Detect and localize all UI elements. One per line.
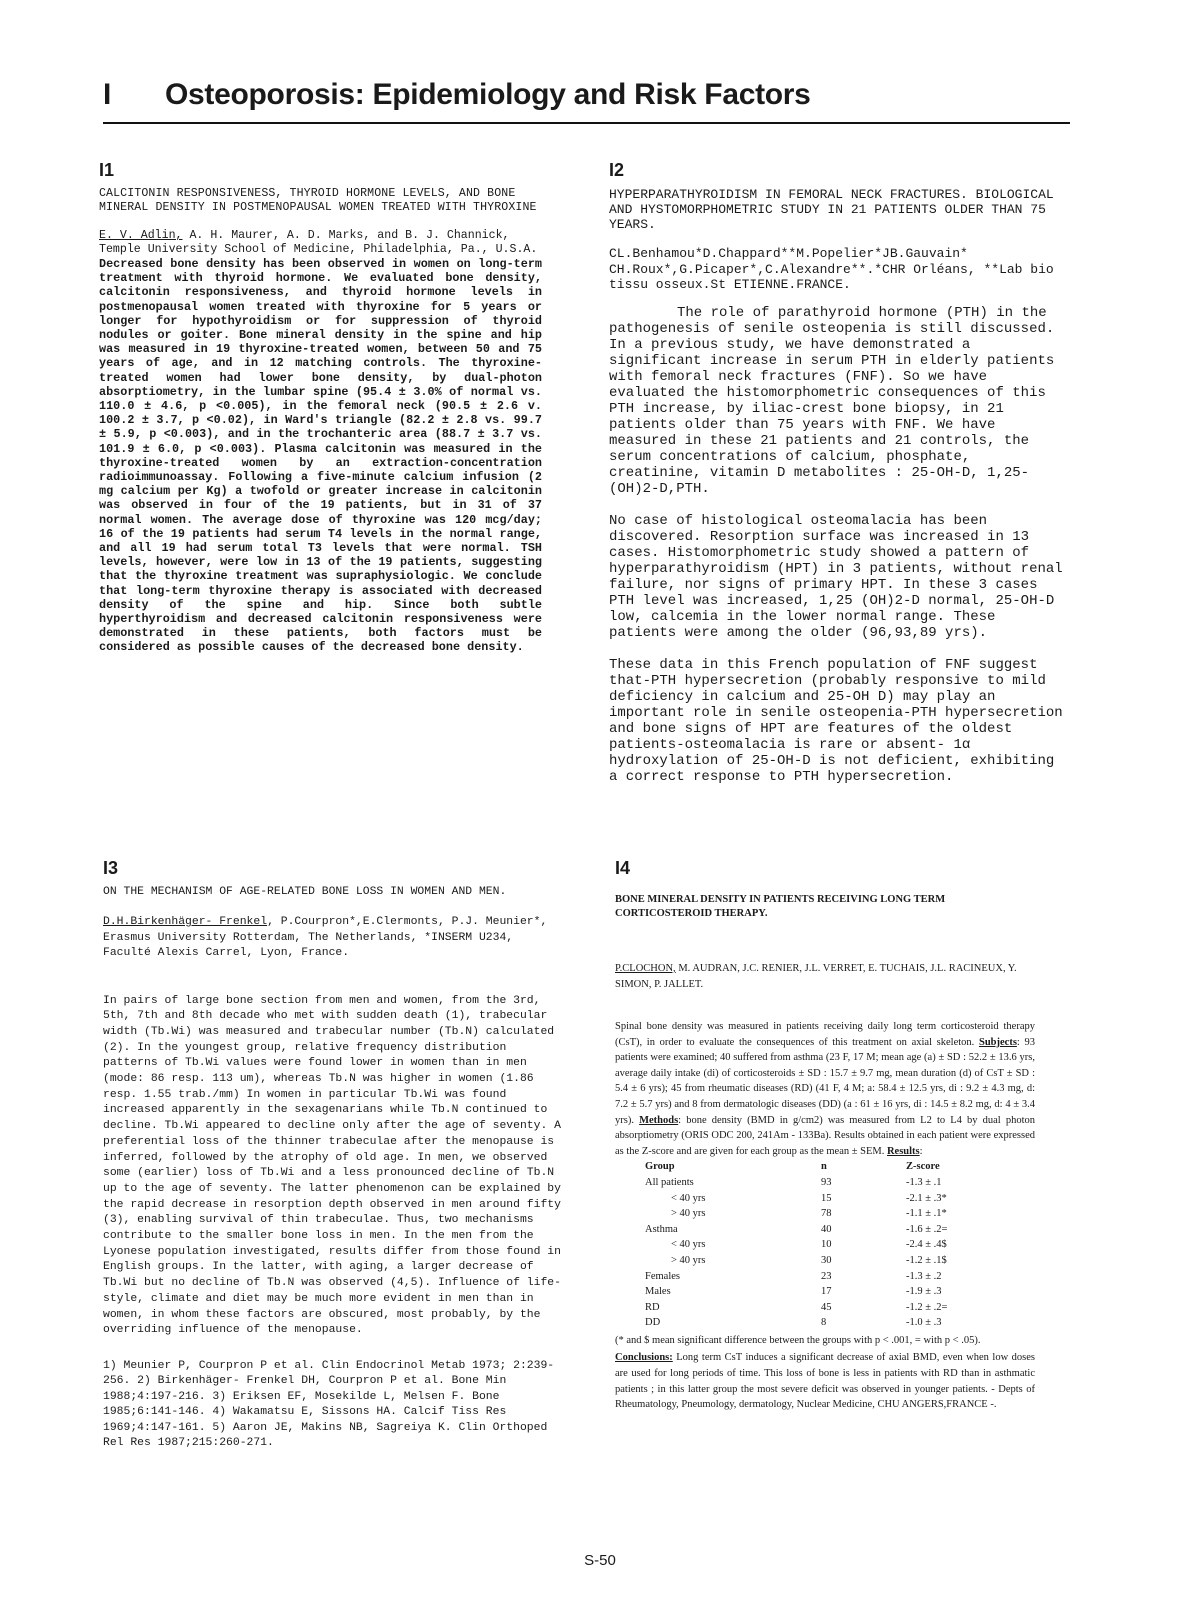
conclusions-text: Long term CsT induces a significant decrease of axial BMD, even when low doses are used for long periods of time. This loss of bone is less in patients with RD than in asthmatic patients ; in this latter group the most severe deficit was observed in younger patients. - Depts of Rheumatology, Pneumology, dermatology, Nuclear Medicine, CHU ANGERS,FRANCE -. [615, 1352, 1035, 1411]
table-header-row [645, 1159, 996, 1175]
row-n-cell: 8 [821, 1317, 827, 1329]
abstract-i4 [615, 858, 1035, 1413]
table-row [645, 1315, 996, 1331]
first-author: E. V. Adlin, [99, 229, 183, 242]
abstract-title: BONE MINERAL DENSITY IN PATIENTS RECEIVING LONG TERM CORTICOSTEROID THERAPY. [615, 894, 946, 919]
conclusions-label: Conclusions: [615, 1352, 673, 1364]
row-zscore-cell: -1.3 ± .1 [906, 1176, 942, 1188]
table-note: (* and $ mean significant difference between the groups with p < .001, = with p < .05). [615, 1334, 981, 1346]
row-n-cell: 23 [821, 1270, 832, 1282]
subjects-label: Subjects [978, 1036, 1017, 1048]
abstract-authors [103, 915, 565, 962]
abstract-i1 [99, 160, 542, 655]
first-author: P.CLOCHON, [615, 963, 676, 974]
authors-rest: M. AUDRAN, J.C. RENIER, J.L. VERRET, E. TUCHAIS, J.L. RACINEUX, Y. SIMON, P. JALLET. [615, 963, 1017, 990]
abstract-conclusions [615, 1350, 1035, 1412]
row-group-cell: All patients [645, 1176, 694, 1188]
row-zscore-cell: -1.2 ± .2= [906, 1301, 948, 1313]
row-group-cell: RD [645, 1301, 660, 1313]
abstract-title: CALCITONIN RESPONSIVENESS, THYROID HORMONE LEVELS, AND BONE MINERAL DENSITY IN POSTMENOPAUSAL WOMEN TREATED WITH THYROXINE [99, 187, 537, 214]
table-body [645, 1175, 996, 1331]
column-header-n: n [821, 1161, 827, 1173]
row-zscore-cell: -1.1 ± .1* [906, 1208, 947, 1220]
results-label: Results [886, 1145, 920, 1157]
abstract-paragraph: The role of parathyroid hormone (PTH) in the pathogenesis of senile osteopenia is still discussed. In a previous study, we have demonstrated a significant increase in serum PTH in elderly patients with femoral neck fractures (FNF). So we have evaluated the histomorphometric consequences of this PTH increase, by iliac-crest bone biopsy, in 21 patients older than 75 years with FNF. We have measured in these 21 patients and 21 controls, the serum concentrations of calcium, phosphate, creatinine, vitamin D metabolites : 25-OH-D, 1,25-(OH)2-D,PTH. [609, 304, 1055, 497]
methods-label: Methods [639, 1114, 679, 1126]
subjects-text: : 93 patients were examined; 40 suffered from asthma (23 F, 17 M; mean age (a) ± SD : 52.2 ± 13.6 yrs, average daily intake (di) of corticosteroids ± SD : 15.7 ± 9.7 mg, mean duration (d) of CsT ± SD : 5.4 ± 6 yrs); 45 from rheumatic diseases (RD) (41 F, 4 M; a: 58.4 ± 12.5 yrs, di : 9.2 ± 4.3 mg, d: 7.2 ± 5.7 yrs) and 8 from dermatologic diseases (DD) (a : 61 ± 16 yrs, di : 14.5 ± 8.2 mg, d: 4 ± 3.4 yrs). [615, 1036, 1035, 1126]
authors-rest: A. H. Maurer, A. D. Marks, and B. J. Channick, Temple University School of Medicine, Philadelphia, Pa., U.S.A. [99, 229, 538, 256]
row-group-cell: > 40 yrs [671, 1254, 706, 1266]
abstract-i2 [609, 160, 1069, 801]
abstract-body: Decreased bone density has been observed in women on long-term treatment with thyroid hormone. We evaluated bone density, calcitonin responsiveness, and thyroid hormone levels in postmenopausal women treated with thyroxine for 5 years or longer for hypothyroidism or for suppression of thyroid nodules or goiter. Bone mineral density in the spine and hip was measured in 19 thyroxine-treated women, between 50 and 75 years of age, and in 12 matching controls. The thyroxine-treated women had lower bone density, by dual-photon absorptiometry, in the lumbar spine (95.4 ± 3.0% of normal vs. 110.0 ± 4.6, p <0.005), in the femoral neck (90.5 ± 2.6 v. 100.2 ± 3.7, p <0.02), in Ward's triangle (82.2 ± 2.8 vs. 99.7 ± 5.9, p <0.003), and in the trochanteric area (88.7 ± 3.7 vs. 101.9 ± 6.0, p <0.003). Plasma calcitonin was measured in the thyroxine-treated women by an extraction-concentration radioimmunoassay. Following a five-minute calcium infusion (2 mg calcium per Kg) a twofold or greater increase in calcitonin was observed in four of the 19 patients, but in 31 of 37 normal women. The average dose of thyroxine was 120 mcg/day; 16 of the 19 patients had serum T4 levels in the normal range, and all 19 had serum total T3 levels that were normal. TSH levels, however, were low in 13 of the 19 patients, suggesting that the thyroxine treatment was supraphysiologic. We conclude that long-term thyroxine therapy is associated with decreased density of the spine and hip. Since both subtle hyperthyroidism and decreased calcitonin responsiveness were demonstrated in these patients, both factors must be considered as possible causes of the decreased bone density. [99, 257, 542, 655]
row-zscore-cell: -1.9 ± .3 [906, 1286, 942, 1298]
row-zscore-cell: -1.6 ± .2= [906, 1223, 948, 1235]
abstract-body: In pairs of large bone section from men and women, from the 3rd, 5th, 7th and 8th decade who met with sudden death (1), trabecular width (Tb.Wi) was measured and trabecular number (Tb.N) calculated (2). In the youngest group, relative frequency distribution patterns of Tb.Wi values were found lower in women than in men (mode: 86 resp. 113 um), whereas Tb.N was higher in women (1.86 resp. 1.55 trab./mm) In women in particular Tb.Wi was found increased apparently in the sexagenarians while Tb.N continued to decline. Tb.Wi appeared to decline only after the age of seventy. A preferential loss of the thinner trabeculae after the menopause is inferred, followed by the atrophy of old age. In men, we observed some (earlier) loss of Tb.Wi and a less pronounced decline of Tb.N up to the age of seventy. The latter phenomenon can be explained by the rapid decrease in resorption depth observed in men around fifty (3), enabling survival of thin trabeculae. Thus, two mechanisms contribute to the smaller bone loss in men. In the men from the Lyonese population investigated, results differ from those found in English groups. In the latter, with aging, a larger decrease of Tb.Wi but no decline of Tb.N was observed (4,5). Influence of life-style, climate and diet may be much more evident in men than in women, in whom these factors are obscured, most probably, by the overriding influence of the menopause. [103, 994, 561, 1337]
abstract-paragraph: No case of histological osteomalacia has been discovered. Resorption surface was increased in 13 cases. Histomorphometric study showed a pattern of hyperparathyroidism (HPT) in 3 patients, without renal failure, nor signs of primary HPT. In these 3 cases PTH level was increased, 1,25 (OH)2-D normal, 25-OH-D low, calcemia in the lower normal range. These patients were among the older (96,93,89 yrs). [609, 512, 1063, 641]
abstract-number: I4 [615, 858, 631, 878]
table-row [645, 1269, 996, 1285]
zscore-table [645, 1159, 996, 1331]
table-row [645, 1175, 996, 1191]
page-number: S-50 [584, 1552, 616, 1569]
row-zscore-cell: -2.4 ± .4$ [906, 1239, 947, 1251]
row-n-cell: 30 [821, 1254, 832, 1266]
abstract-authors [615, 961, 1035, 993]
methods-text: : bone density (BMD in g/cm2) was measured from L2 to L4 by dual photon absorptiometry (ORIS ODC 200, 241Am - 133Ba). Results obtained in each patient were expressed as the Z-score and are given for each group as the mean ± SEM. [615, 1114, 1035, 1157]
table-row [645, 1284, 996, 1300]
table-row [645, 1237, 996, 1253]
row-n-cell: 40 [821, 1223, 832, 1235]
row-group-cell: Females [645, 1270, 680, 1282]
row-group-cell: DD [645, 1317, 661, 1329]
body-intro: Spinal bone density was measured in patients receiving daily long term corticosteroid therapy (CsT), in order to evaluate the consequences of this treatment on axial skeleton. [615, 1021, 1035, 1048]
row-zscore-cell: -1.3 ± .2 [906, 1270, 942, 1282]
row-zscore-cell: -1.0 ± .3 [906, 1317, 942, 1329]
first-author: D.H.Birkenhäger- Frenkel [103, 916, 268, 928]
row-zscore-cell: -1.2 ± .1$ [906, 1254, 947, 1266]
abstract-authors [99, 229, 542, 257]
table-row [645, 1222, 996, 1238]
row-n-cell: 15 [821, 1192, 832, 1204]
abstract-number: I1 [99, 160, 115, 180]
table-row [645, 1253, 996, 1269]
section-title: Osteoporosis: Epidemiology and Risk Factors [165, 78, 811, 111]
abstract-title: HYPERPARATHYROIDISM IN FEMORAL NECK FRACTURES. BIOLOGICAL AND HYSTOMORPHOMETRIC STUDY IN 21 PATIENTS OLDER THAN 75 YEARS. [609, 187, 1054, 232]
row-group-cell: < 40 yrs [671, 1239, 706, 1251]
abstract-title: ON THE MECHANISM OF AGE-RELATED BONE LOSS IN WOMEN AND MEN. [103, 886, 507, 898]
table-row [645, 1300, 996, 1316]
section-header [103, 78, 1070, 124]
abstract-references: 1) Meunier P, Courpron P et al. Clin Endocrinol Metab 1973; 2:239-256. 2) Birkenhäger- Frenkel DH, Courpron P et al. Bone Min 1988;4:197-216. 3) Eriksen EF, Mosekilde L, Melsen F. Bone 1985;6:141-146. 4) Wakamatsu E, Sissons HA. Calcif Tiss Res 1969;4:147-161. 5) Aaron JE, Makins NB, Sagreiya K. Clin Orthoped Rel Res 1987;215:260-271. [103, 1359, 555, 1450]
row-n-cell: 10 [821, 1239, 832, 1251]
abstract-number: I2 [609, 160, 625, 180]
row-n-cell: 78 [821, 1208, 832, 1220]
table-row [645, 1191, 996, 1207]
row-n-cell: 93 [821, 1176, 832, 1188]
row-group-cell: < 40 yrs [671, 1192, 706, 1204]
row-group-cell: Males [645, 1286, 671, 1298]
results-text: : [919, 1145, 923, 1157]
section-letter: I [103, 78, 112, 111]
abstract-paragraph: These data in this French population of FNF suggest that-PTH hypersecretion (probably responsive to mild deficiency in calcium and 25-OH D) may play an important role in senile osteopenia-PTH hypersecretion and bone signs of HPT are features of the oldest patients-osteomalacia is rare or absent- 1α hydroxylation of 25-OH-D is not deficient, exhibiting a correct response to PTH hypersecretion. [609, 656, 1063, 785]
authors-rest: , P.Courpron*,E.Clermonts, P.J. Meunier*, Erasmus University Rotterdam, The Netherlands, *INSERM U234, Faculté Alexis Carrel, Lyon, France. [103, 916, 548, 959]
row-n-cell: 45 [821, 1301, 832, 1313]
column-header-zscore: Z-score [906, 1161, 940, 1173]
row-zscore-cell: -2.1 ± .3* [906, 1192, 947, 1204]
column-header-group: Group [645, 1161, 675, 1173]
abstract-i3 [103, 858, 565, 1452]
abstract-authors: CL.Benhamou*D.Chappard**M.Popelier*JB.Gauvain* CH.Roux*,G.Picaper*,C.Alexandre**.*CHR Orléans, **Lab bio tissu osseux.St ETIENNE.FRANCE. [609, 246, 1054, 292]
abstract-body [615, 1019, 1035, 1159]
table-row [645, 1206, 996, 1222]
row-group-cell: > 40 yrs [671, 1208, 706, 1220]
row-n-cell: 17 [821, 1286, 832, 1298]
abstract-number: I3 [103, 858, 119, 878]
row-group-cell: Asthma [645, 1223, 678, 1235]
